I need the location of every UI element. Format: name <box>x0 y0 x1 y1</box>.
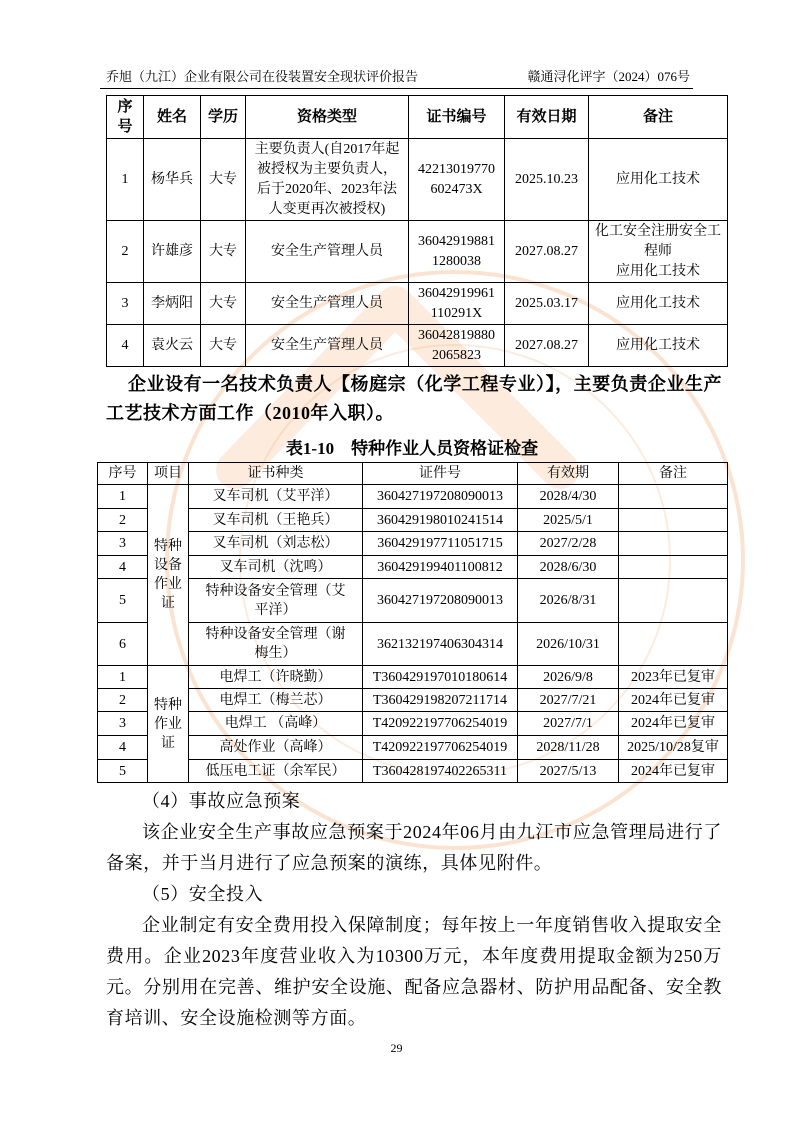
column-header-no: 序号 <box>107 96 144 139</box>
personnel-qualification-cell: 主要负责人(自2017年起被授权为主要负责人，后于2020年、2023年法人变更再次被授权) <box>246 139 409 221</box>
column-header-remark: 备注 <box>589 96 728 139</box>
operator-certificate-type-cell: 电焊工 （高峰） <box>189 712 363 736</box>
personnel-certificate-cell: 360428198802065823 <box>409 325 505 367</box>
personnel-valid-until-cell: 2025.03.17 <box>505 283 589 325</box>
page-number: 29 <box>390 1041 403 1055</box>
personnel-certificate-cell: 36042919961110291X <box>409 283 505 325</box>
personnel-remark-cell: 化工安全注册安全工程师 应用化工技术 <box>589 221 728 283</box>
operator-certificate-no-cell: 362132197406304314 <box>363 623 518 666</box>
operator-valid-until-cell: 2027/7/1 <box>518 712 619 736</box>
personnel-valid-until-cell: 2027.08.27 <box>505 325 589 367</box>
operator-remark-cell <box>619 556 728 579</box>
operator-certificate-no-cell: 360427197208090013 <box>363 485 518 509</box>
operator-certificate-type-cell: 电焊工（许晓勤） <box>189 666 363 689</box>
operator-category-cell: 特种设备作业证 <box>148 485 189 666</box>
operator-valid-until-cell: 2027/2/28 <box>518 532 619 556</box>
operator-certificate-no-cell: 360429197711051715 <box>363 532 518 556</box>
column-header-no: 序号 <box>98 463 148 485</box>
personnel-row <box>107 283 728 325</box>
operator-certificate-type-cell: 叉车司机（艾平洋） <box>189 485 363 509</box>
operator-valid-until-cell: 2027/7/21 <box>518 689 619 712</box>
column-header-valid-until: 有效日期 <box>505 96 589 139</box>
personnel-remark-cell: 应用化工技术 <box>589 139 728 221</box>
personnel-qualification-cell: 安全生产管理人员 <box>246 221 409 283</box>
column-header-education: 学历 <box>201 96 246 139</box>
personnel-education-cell: 大专 <box>201 325 246 367</box>
operator-certificate-no-cell: T420922197706254019 <box>363 736 518 760</box>
special-operator-row <box>98 666 728 689</box>
column-header-remark: 备注 <box>619 463 728 485</box>
operator-category-cell: 特种作业证 <box>148 666 189 783</box>
operator-valid-until-cell: 2026/10/31 <box>518 623 619 666</box>
special-operator-row <box>98 736 728 760</box>
personnel-remark-cell: 应用化工技术 <box>589 325 728 367</box>
special-operator-table-body <box>98 485 728 783</box>
personnel-education-cell: 大专 <box>201 283 246 325</box>
personnel-valid-until-cell: 2027.08.27 <box>505 221 589 283</box>
operator-remark-cell: 2024年已复审 <box>619 712 728 736</box>
operator-certificate-no-cell: T420922197706254019 <box>363 712 518 736</box>
personnel-certificate-cell: 360429198811280038 <box>409 221 505 283</box>
operator-certificate-type-cell: 叉车司机（王艳兵） <box>189 509 363 532</box>
operator-no-cell: 4 <box>98 556 148 579</box>
operator-no-cell: 3 <box>98 712 148 736</box>
operator-certificate-no-cell: 360429199401100812 <box>363 556 518 579</box>
operator-remark-cell: 2024年已复审 <box>619 689 728 712</box>
operator-remark-cell <box>619 623 728 666</box>
special-operator-header-row <box>98 463 728 485</box>
personnel-education-cell: 大专 <box>201 221 246 283</box>
special-operator-row <box>98 689 728 712</box>
personnel-remark-cell: 应用化工技术 <box>589 283 728 325</box>
column-header-certificate: 证书编号 <box>409 96 505 139</box>
personnel-row <box>107 139 728 221</box>
operator-certificate-type-cell: 叉车司机（刘志松） <box>189 532 363 556</box>
personnel-qualification-cell: 安全生产管理人员 <box>246 325 409 367</box>
personnel-certificate-cell: 42213019770602473X <box>409 139 505 221</box>
operator-valid-until-cell: 2026/9/8 <box>518 666 619 689</box>
operator-certificate-type-cell: 特种设备安全管理（谢梅生） <box>189 623 363 666</box>
operator-remark-cell <box>619 485 728 509</box>
special-operator-row <box>98 712 728 736</box>
operator-valid-until-cell: 2025/5/1 <box>518 509 619 532</box>
section-body-safety-investment: 企业制定有安全费用投入保障制度；每年按上一年度销售收入提取安全费用。企业2023年度营业收入为10300万元，本年度费用提取金额为250万元。分别用在完善、维护安全设施、配备应急器材、防护用品配备、安全教育培训、安全设施检测等方面。 <box>106 915 722 1028</box>
operator-remark-cell <box>619 579 728 623</box>
section-heading-safety-investment: （5）安全投入 <box>142 884 264 904</box>
operator-certificate-type-cell: 叉车司机（沈鸣） <box>189 556 363 579</box>
personnel-no-cell: 4 <box>107 325 144 367</box>
body-sections <box>106 786 722 1034</box>
column-header-qualification: 资格类型 <box>246 96 409 139</box>
personnel-qualification-cell: 安全生产管理人员 <box>246 283 409 325</box>
column-header-name: 姓名 <box>144 96 201 139</box>
operator-remark-cell <box>619 532 728 556</box>
personnel-name-cell: 李炳阳 <box>144 283 201 325</box>
operator-valid-until-cell: 2027/5/13 <box>518 760 619 783</box>
special-operator-row <box>98 760 728 783</box>
operator-valid-until-cell: 2028/6/30 <box>518 556 619 579</box>
personnel-no-cell: 3 <box>107 283 144 325</box>
special-operator-table <box>97 462 728 783</box>
operator-certificate-type-cell: 低压电工证（余军民） <box>189 760 363 783</box>
special-operator-row <box>98 485 728 509</box>
operator-remark-cell: 2023年已复审 <box>619 666 728 689</box>
column-header-certificate-no: 证件号 <box>363 463 518 485</box>
special-operator-row <box>98 623 728 666</box>
operator-certificate-type-cell: 电焊工（梅兰芯） <box>189 689 363 712</box>
personnel-row <box>107 221 728 283</box>
operator-valid-until-cell: 2026/8/31 <box>518 579 619 623</box>
operator-certificate-no-cell: T360429198207211714 <box>363 689 518 712</box>
column-header-valid-until: 有效期 <box>518 463 619 485</box>
operator-no-cell: 2 <box>98 509 148 532</box>
operator-valid-until-cell: 2028/11/28 <box>518 736 619 760</box>
personnel-name-cell: 杨华兵 <box>144 139 201 221</box>
special-operator-table-title: 表1-10 特种作业人员资格证检查 <box>285 439 539 458</box>
operator-no-cell: 5 <box>98 760 148 783</box>
special-operator-row <box>98 532 728 556</box>
personnel-header-row <box>107 96 728 139</box>
personnel-qualification-table <box>106 95 728 367</box>
special-operator-row <box>98 509 728 532</box>
operator-remark-cell <box>619 509 728 532</box>
operator-no-cell: 5 <box>98 579 148 623</box>
technical-lead-paragraph: 企业设有一名技术负责人【杨庭宗（化学工程专业）】，主要负责企业生产工艺技术方面工作（2010年入职）。 <box>106 374 722 423</box>
operator-no-cell: 2 <box>98 689 148 712</box>
personnel-name-cell: 袁火云 <box>144 325 201 367</box>
operator-certificate-no-cell: T360429197010180614 <box>363 666 518 689</box>
operator-certificate-no-cell: 360427197208090013 <box>363 579 518 623</box>
section-body-emergency-plan: 该企业安全生产事故应急预案于2024年06月由九江市应急管理局进行了备案，并于当月进行了应急预案的演练，具体见附件。 <box>106 822 722 873</box>
section-heading-emergency-plan: （4）事故应急预案 <box>142 791 301 811</box>
operator-certificate-no-cell: T360428197402265311 <box>363 760 518 783</box>
report-title: 乔旭（九江）企业有限公司在役装置安全现状评价报告 <box>106 69 419 84</box>
report-code: 赣通浔化评字（2024）076号 <box>527 69 690 84</box>
operator-no-cell: 1 <box>98 485 148 509</box>
operator-certificate-type-cell: 特种设备安全管理（艾平洋） <box>189 579 363 623</box>
operator-no-cell: 1 <box>98 666 148 689</box>
operator-remark-cell: 2024年已复审 <box>619 760 728 783</box>
column-header-certificate-type: 证书种类 <box>189 463 363 485</box>
personnel-valid-until-cell: 2025.10.23 <box>505 139 589 221</box>
personnel-table-body <box>107 139 728 367</box>
special-operator-row <box>98 556 728 579</box>
operator-no-cell: 6 <box>98 623 148 666</box>
personnel-name-cell: 许雄彦 <box>144 221 201 283</box>
operator-remark-cell: 2025/10/28复审 <box>619 736 728 760</box>
operator-valid-until-cell: 2028/4/30 <box>518 485 619 509</box>
personnel-row <box>107 325 728 367</box>
operator-certificate-type-cell: 高处作业（高峰） <box>189 736 363 760</box>
personnel-no-cell: 2 <box>107 221 144 283</box>
header-rule <box>100 88 693 89</box>
special-operator-row <box>98 579 728 623</box>
operator-no-cell: 3 <box>98 532 148 556</box>
column-header-category: 项目 <box>148 463 189 485</box>
operator-no-cell: 4 <box>98 736 148 760</box>
personnel-education-cell: 大专 <box>201 139 246 221</box>
operator-certificate-no-cell: 360429198010241514 <box>363 509 518 532</box>
personnel-no-cell: 1 <box>107 139 144 221</box>
